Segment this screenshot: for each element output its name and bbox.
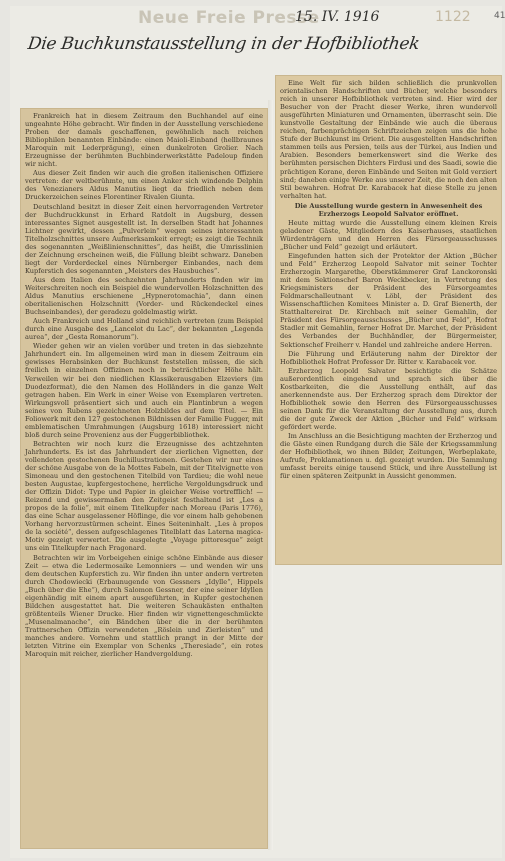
left-column-paragraph: Aus dem Italien des sechzehnten Jahrhunderts finden wir im Weiterschreiten noch ein Beispiel die wundervollen Holzschnitten des Aldus Manutius erschienene „Hypnerotomachia“, dann einen oberitalienischen Holzschnitt (Vorder- und Rückendeckel eines Buchseinbandes), der geradezu goldelmastig wirkt. — [25, 275, 263, 317]
handwritten-date: 15. IV. 1916 — [295, 9, 380, 25]
right-column-paragraph: Erzherzog Leopold Salvator besichtigte die Schätze außerordentlich eingehend und sprach sich über die Kostbarkeiten, die die Ausstellung enthält, auf das anerkennendste aus. Der Erzherzog sprach dem Direktor der Hofbibliothek sowie den Herren des Fürsorgeausschusses seinen Dank für die Veranstaltung der Ausstellung aus, durch die der gute Zweck der Aktion „Bücher und Feld“ wirksam gefördert werde. — [280, 366, 497, 431]
right-column-paragraph: Die Führung und Erläuterung nahm der Direktor der Hofbibliothek Hofrat Professor Dr. Ritter v. Karabacek vor. — [280, 349, 497, 366]
right-column-paragraph: Die Ausstellung wurde gestern in Anwesenheit des Erzherzogs Leopold Salvator eröffnet. — [294, 201, 483, 218]
right-column-paragraph: Heute mittag wurde die Ausstellung einem kleinen Kreis geladener Gäste, Mitgliedern des Kaiserhauses, staatlichen Würdenträgern und den Herren des Fürsorgeausschusses „Bücher und Feld“ gezeigt und erläutert. — [280, 218, 497, 251]
left-column-paragraph: Frankreich hat in diesem Zeitraum den Buchhandel auf eine ungeahnte Höhe gebracht. Wir finden in der Ausstellung verschiedene Proben der damals geschaffenen, gewöhnlich nach reichen Bibliophilen benannten Einbände: einen Maioli-Einband (hellbraunes Maroquin mit Lederprägung), einen dunkelroten Grolier. Nach Erzeugnisse der berühmten Buchbinderwerkstätte Padeloup finden wir nicht. — [25, 112, 263, 169]
right-column-paragraph: Im Anschluss an die Besichtigung machten der Erzherzog und die Gäste einen Rundgang durch die Säle der Kriegssammlung der Hofbibliothek, wo ihnen Bilder, Zeitungen, Werbeplakate, Aufrufe, Proklamationen u. dgl. gezeigt wurden. Die Sammlung umfasst bereits einige tausend Stück, und ihre Ausstellung ist für einen späteren Zeitpunkt in Aussicht genommen. — [280, 432, 497, 481]
clipping-right — [275, 75, 502, 565]
left-column-paragraph: Deutschland besitzt in dieser Zeit einen hervorragenden Vertreter der Buchdruckkunst in Erhard Ratdolt in Augsburg, dessen interessantes Signet ausgestellt ist. In derselben Stadt hat Johannes Lichtner gewirkt, dessen „Pulverlein“ wegen seines interessanten Titelholzschnittes unsere Aufmerksamkeit erregt; es zeigt die Technik des sogenannten „Weißlinienschnittes“, das heißt, die Umrisslinien der Zeichnung erscheinen weiß, die Füllung bleibt schwarz. Daneben liegt der Vorderdeckel eines Nürnberger Einbandes, nach dem Kupferstich des sogenannten „Meisters des Hausbuches“. — [25, 202, 263, 275]
clipping-left — [20, 108, 268, 849]
left-column-paragraph: Auch Frankreich und Holland sind reichlich vertreten (zum Beispiel durch eine Ausgabe des „Lancelot du Lac“, der bekannten „Legenda aurea“, der „Gesta Romanorum“). — [25, 317, 263, 342]
paper-fold — [268, 100, 273, 850]
left-column-paragraph: Betrachten wir noch kurz die Erzeugnisse des achtzehnten Jahrhunderts. Es ist das Jahrhundert der zierlichen Vignetten, der vollendeten gestochenen Buchillustrationen. Gestehen wir nur eines der schöne Ausgabe von de la Mottes Fabeln, mit der Titelvignette von Simoneau und den gestochenen Titelbild von Tardieu; die wohl neue besten Augustae, kupfergestochene, herrliche Vergoldungsdruck und der Offizin Didot: Type und Papier in gleicher Weise vortrefflich! — Reizend und gewissermaßen den Zeitgeist festhaltend ist „Les a propos de la folie“, mit einem Titelkupfer nach Moreau (Paris 1776), das eine Schar ausgelassener Höflinge, die vor einem halb gehobenen Vorhang hervorzustürmen scheint. Eines Seiteninhalt. „Les à propos de la société“, dessen aufgeschlagenes Titelblatt das Laterna magica-Motiv gezeigt verwertet. Die ausgelegte „Voyage pittoresque“ zeigt uns ein Titelkupfer nach Fragonard. — [25, 439, 263, 553]
masthead-stamp: Neue Freie Presse — [138, 8, 320, 28]
right-column-paragraph: Eingefunden hatten sich der Protektor der Aktion „Bücher und Feld“ Erzherzog Leopold Salvator mit seiner Tochter Erzherzogin Margarethe, Oberstkämmerer Graf Lanckoronski mit dem Sektionschef Baron Weckbecker, in Vertretung des Kriegsministers der Präsident des Fürsorgeamtes Feldmarschalleutnant v. Löbl, der Präsident des Wissenschaftlichen Komitees Minister a. D. Graf Bienerth, der Statthaltereirat Dr. Kirchbach mit seiner Gemahlin, der Präsident des Fürsorgeausschusses „Bücher und Feld“, Hofrat Stadler mit Gemahlin, ferner Hofrat Dr. Marchet, der Präsident des Verbandes der Buchhändler, der Bürgermeister, Sektionschef Freiherr v. Handel und zahlreiche andere Herren. — [280, 251, 497, 349]
left-column-paragraph: Aus dieser Zeit finden wir auch die großen italienischen Offiziere vertreten: der weltberühmte, um einen Anker sich windende Delphin des Venezianers Aldus Manutius liegt da friedlich neben dem Druckerzeichen seines Florentiner Rivalen Giunta. — [25, 169, 263, 202]
handwritten-title: Die Buchkunstausstellung in der Hofbibliothek — [26, 34, 421, 54]
left-column-paragraph: Wieder gehen wir an vielen vorüber und treten in das siebzehnte Jahrhundert ein. Im allgemeinen wird man in diesem Zeitraum ein gewisses Herabsinken der Buchkunst feststellen müssen, die sich freilich in einzelnen Offizinen noch in beträchtlicher Höhe hält. Verweilen wir bei den niedlichen Klassikerausgaben Elzeviers (im Duodezformat), die den Namen des Holländers in die ganze Welt getragen haben. Ein Werk in einer Weise von Exemplaren vertreten. Wirkungsvoll präsentiert sich und auch ein Plantinbrun a wegen seines von Rubens gezeichneten Holzbildes auf dem Titel. — Ein Foliowerk mit den 127 gestochenen Bildnissen der Familie Fugger, mit emblematischen Umrahmungen (Augsburg 1618) interessiert nicht bloß durch seine Provenienz aus der Fuggerbibliothek. — [25, 342, 263, 439]
right-column-paragraph: Eine Welt für sich bilden schließlich die prunkvollen orientalischen Handschriften und Bücher, welche besonders reich in unserer Hofbibliothek vertreten sind. Hier wird der Besucher von der Pracht dieser Werke, ihren wundervoll ausgeführten Miniaturen und Ornamenten, überrascht sein. Die kunstvolle Gestaltung der Einbände wie auch die überaus reichen, farbenprächtigen Schriftzeichen zeigen uns die hohe Stufe der Buchkunst im Orient. Die ausgestellten Handschriften stammen teils aus Persien, teils aus der Türkei, aus Indien und Arabien. Besonders bemerkenswert sind die Werke des berühmten persischen Dichters Firdusi und des Saadi, sowie die prächtigen Korane, deren Einbände und Seiten mit Gold verziert sind; daneben einige Werke aus unserer Zeit, die noch den alten Stil bewahren. Hofrat Dr. Karabacek hat diese Stelle zu jenen verhalten hat. — [280, 79, 497, 200]
archive-number: 1122 — [435, 9, 471, 25]
left-column-paragraph: Betrachten wir im Vorbeigehen einige schöne Einbände aus dieser Zeit — etwa die Ledermosaike Lemonniers — und wenden wir uns dem deutschen Kupferstich zu. Wir finden ihn unter andern vertreten durch Chodowiecki (Erbaunugende von Gessners „Idylle“, Hippels „Buch über die Ehe“), durch Salomon Gessner, der eine seiner Idyllen eigenhändig mit einem apart ausgeführten, in Kupfer gestochenen Bildchen ausgestattet hat. Die weiteren Schaukästen enthalten größtenteils Wiener Drucke. Hier finden wir vignettengeschmückte „Musenalmanache“, ein Bändchen über die in der berühmten Trattnerschen Offizin verwendeten „Röslein und Zierleisten“ und manches andere. Vornehm und stattlich prangt in der Mitte der letzten Vitrine ein Exemplar von Schenks „Theresiade“, ein rotes Maroquin mit reicher, zierlicher Handvergoldung. — [25, 553, 263, 659]
corner-number: 41 — [494, 11, 505, 21]
